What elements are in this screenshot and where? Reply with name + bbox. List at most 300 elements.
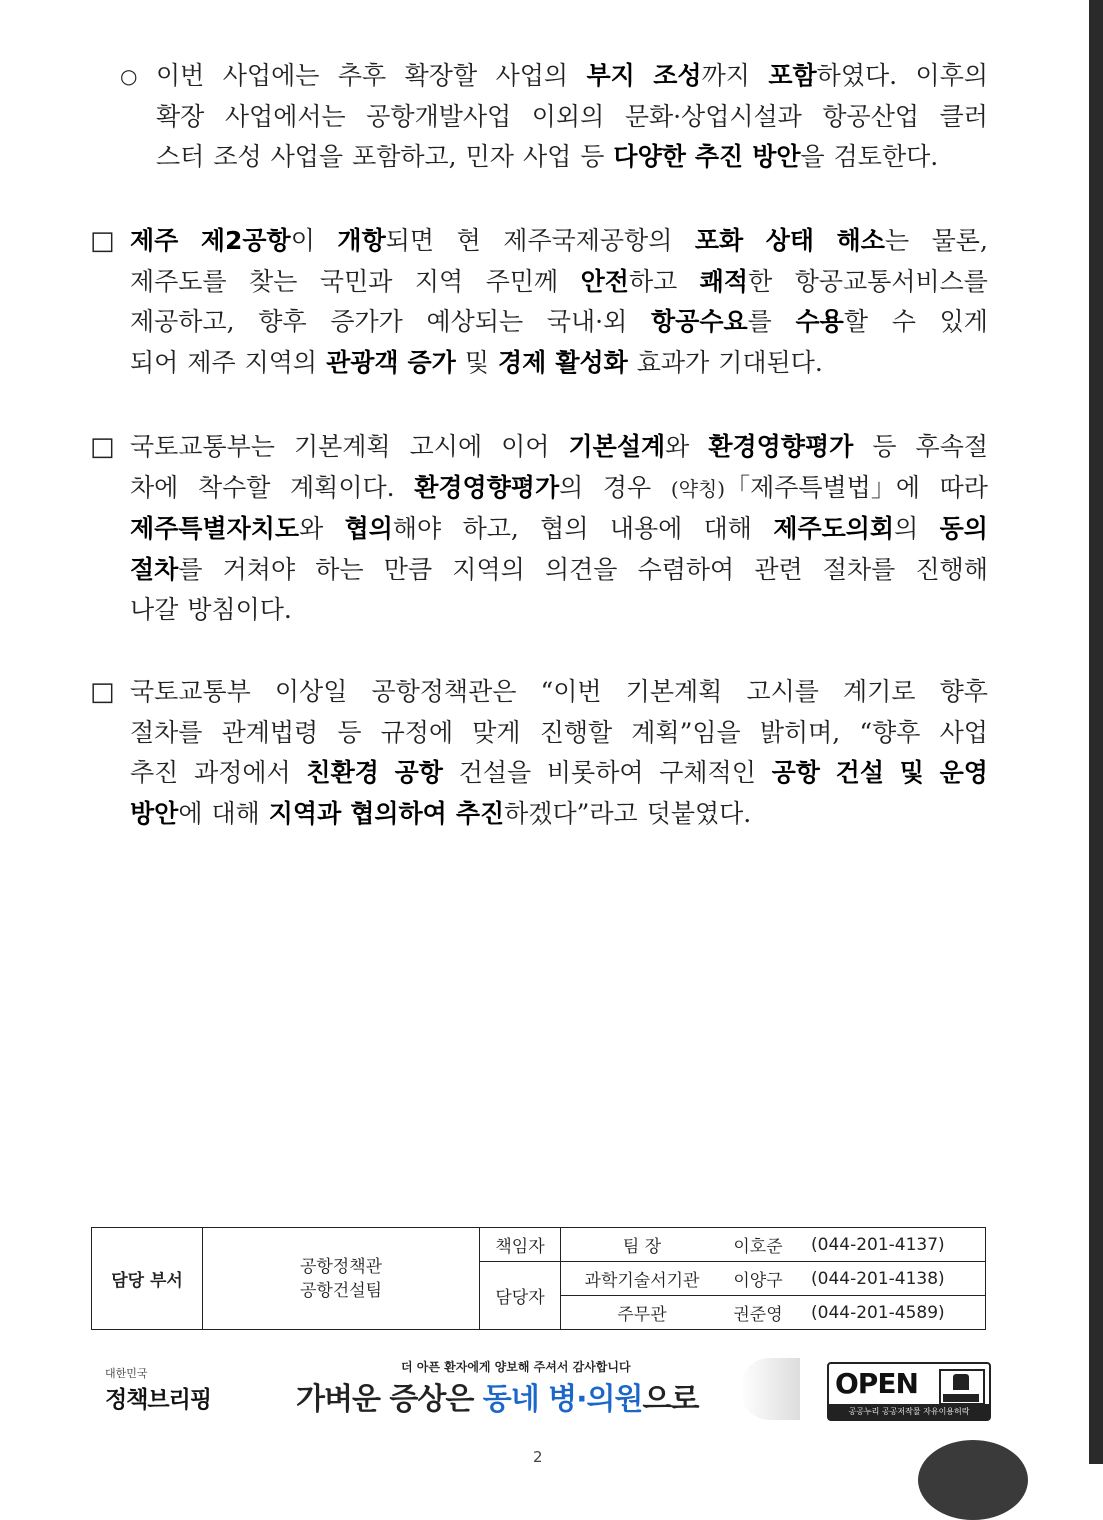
word-suffix: 할	[843, 307, 868, 336]
word-text: 증가가	[330, 307, 403, 336]
word	[320, 262, 392, 303]
word-text: 스터	[156, 142, 205, 171]
word	[940, 302, 988, 343]
contact-title: 과학기술서기관	[561, 1262, 724, 1296]
word	[708, 427, 853, 468]
word-text: 조성	[213, 142, 262, 171]
word	[130, 468, 178, 510]
word	[916, 550, 988, 591]
word	[837, 221, 909, 262]
word-text: 맞게	[472, 717, 521, 747]
emphasis-text: 관광객	[326, 347, 399, 377]
paragraph-expansion-plan	[120, 56, 988, 178]
text-line	[130, 590, 988, 631]
word	[940, 713, 988, 754]
emphasis-text: 환경영향평가	[708, 432, 854, 461]
word-text: 기대된다.	[718, 347, 823, 377]
word-text: 민자	[465, 142, 514, 171]
word-text: 기본계획	[625, 677, 723, 706]
word	[405, 56, 477, 97]
word	[569, 427, 690, 468]
word	[940, 753, 988, 794]
word	[130, 262, 227, 303]
word	[187, 590, 292, 631]
word	[337, 221, 434, 262]
word-text: 대해	[211, 798, 260, 828]
text-line	[130, 262, 988, 303]
word-text: “향후	[859, 717, 921, 747]
staff-label-cell: 담당자	[480, 1262, 561, 1330]
contact-title: 팀 장	[561, 1228, 724, 1262]
word-suffix: 한	[748, 266, 773, 296]
emphasis-text: 조성	[653, 61, 702, 90]
emphasis-text: 증가	[407, 347, 456, 377]
word-suffix: 해야	[392, 514, 442, 543]
word	[294, 427, 391, 468]
emphasis-text: 방안	[752, 142, 801, 171]
word	[130, 794, 202, 835]
logo-small-text: 대한민국	[105, 1367, 148, 1380]
emphasis-text: 제주특별자치도	[130, 514, 300, 543]
word	[194, 753, 291, 794]
word	[704, 509, 752, 550]
word	[768, 56, 897, 97]
paragraph-official-quote	[90, 672, 988, 834]
emphasis-text: 추진	[455, 798, 505, 828]
word	[414, 468, 583, 510]
word	[671, 468, 920, 510]
word	[555, 343, 627, 384]
word	[337, 713, 361, 754]
word-text: 내용에	[609, 514, 683, 543]
word-text: 포함하고,	[352, 142, 457, 171]
word	[269, 794, 341, 835]
word	[245, 343, 317, 384]
text-line	[130, 509, 988, 550]
dept-name-cell	[203, 1228, 480, 1330]
word	[647, 794, 752, 835]
attribution-badge-icon	[939, 1369, 985, 1405]
word	[547, 753, 644, 794]
word	[457, 221, 481, 262]
word-text: 경우	[602, 472, 652, 502]
word-text: 클러	[939, 101, 988, 131]
dept-name-line1: 공항정책관	[299, 1256, 383, 1277]
word-text: 규정에	[380, 717, 454, 747]
word	[613, 137, 685, 178]
word	[773, 509, 918, 550]
emphasis-text: 절차	[130, 554, 179, 584]
word-text: 대해	[703, 514, 752, 543]
word	[872, 427, 896, 468]
word	[940, 468, 988, 510]
text-line	[130, 713, 988, 754]
word	[452, 550, 524, 591]
emphasis-text: 해소	[836, 226, 885, 255]
word-text: 주민께	[485, 266, 559, 296]
emphasis-text: 협의	[344, 514, 393, 543]
emphasis-text: 공항	[771, 758, 820, 787]
word-text: 사업의	[495, 61, 569, 90]
word-text: 문화·상업시설과	[624, 101, 802, 131]
word	[211, 794, 259, 835]
word	[275, 672, 347, 713]
word	[496, 56, 568, 97]
word-text: 거쳐야	[222, 554, 296, 584]
word	[350, 794, 447, 835]
word	[130, 753, 178, 794]
word-text: 지역	[414, 266, 464, 296]
word-text: 기본계획	[293, 432, 391, 461]
banner-main-text	[296, 1374, 699, 1418]
word-suffix: 까지	[701, 61, 750, 90]
word	[459, 753, 531, 794]
word	[198, 468, 270, 510]
page-number: 2	[533, 1448, 543, 1466]
word-text: (약칭)	[670, 476, 726, 501]
word-text: 협의	[540, 514, 589, 543]
word-text: 물론,	[931, 226, 988, 255]
logo-main-text: 정책브리핑	[105, 1387, 212, 1413]
emphasis-text: 협의하여	[350, 798, 447, 828]
word	[754, 550, 802, 591]
emphasis-text: 방안	[130, 798, 179, 828]
emphasis-text: 쾌적	[699, 266, 749, 296]
dept-header-cell: 담당 부서	[92, 1228, 203, 1330]
word	[130, 590, 178, 631]
floating-action-button[interactable]	[918, 1440, 1028, 1520]
word-text: 하고,	[462, 514, 519, 543]
emphasis-text: 제2공항	[200, 226, 291, 255]
word-text: 구체적인	[659, 758, 756, 787]
word	[366, 97, 511, 138]
word-text: 관계법령	[221, 717, 319, 747]
emphasis-text: 포화	[694, 226, 744, 255]
word-text: 지역의	[452, 554, 525, 584]
word-text: 이번	[156, 61, 205, 90]
emphasis-text: 활성화	[555, 347, 628, 377]
word-text: 제주	[187, 347, 236, 377]
word	[892, 302, 916, 343]
emphasis-text: 부지	[586, 61, 635, 90]
text-line	[130, 753, 988, 794]
word	[271, 137, 343, 178]
word-suffix: 하였다.	[816, 61, 898, 90]
emphasis-text: 개항	[337, 226, 386, 255]
emphasis-text: 동의	[939, 514, 988, 543]
word-text: 절차를	[822, 554, 896, 584]
word-text: 계획”임을	[631, 717, 741, 747]
word	[315, 550, 363, 591]
word	[498, 343, 546, 384]
word	[290, 468, 395, 510]
word	[223, 56, 320, 97]
contact-title: 주무관	[561, 1296, 724, 1330]
word-text: 사업에는	[222, 61, 320, 90]
word-suffix: 하고	[628, 266, 678, 296]
word	[836, 753, 884, 794]
word-text: 착수할	[197, 472, 271, 502]
word	[541, 672, 602, 713]
word	[427, 302, 524, 343]
text-line	[130, 221, 988, 262]
word	[201, 221, 315, 262]
word-text: 지역의	[244, 347, 318, 377]
word-suffix: 을	[800, 142, 825, 171]
word	[330, 302, 402, 343]
emphasis-text: 경제	[498, 347, 547, 377]
word-suffix: 의	[559, 472, 584, 502]
word-text: 등	[872, 432, 897, 461]
word-text: 사업	[939, 717, 988, 747]
word-suffix: 와	[665, 432, 690, 461]
contact-name: 이양구	[723, 1262, 793, 1296]
word	[156, 97, 204, 138]
word-suffix: 되면	[385, 226, 435, 255]
text-line	[130, 550, 988, 591]
word-text: 비롯하여	[546, 758, 644, 787]
word	[338, 56, 386, 97]
word	[700, 262, 772, 303]
word	[258, 302, 306, 343]
word-text: 방침이다.	[187, 595, 292, 624]
word-text: 건설을	[458, 758, 532, 787]
word	[130, 713, 202, 754]
word-text: 계기로	[843, 677, 916, 706]
word	[772, 753, 820, 794]
word-suffix: 「제주특별법」에	[725, 472, 920, 502]
word	[130, 672, 251, 713]
banner-text-highlight: 동네 병·의원	[482, 1382, 643, 1417]
word-text: 이후의	[915, 61, 988, 90]
banner-text-part1: 가벼운 증상은	[296, 1382, 483, 1417]
word-text: 후속절	[915, 432, 988, 461]
word-text: 계획이다.	[290, 472, 395, 502]
word-text: “이번	[540, 677, 602, 706]
word	[465, 343, 489, 384]
word	[695, 137, 743, 178]
word-text: 사업	[522, 142, 572, 171]
word	[651, 302, 772, 343]
word	[940, 672, 988, 713]
kogl-open-license-logo	[827, 1362, 991, 1421]
word	[626, 672, 723, 713]
emphasis-text: 수용	[795, 307, 844, 336]
word	[631, 713, 740, 754]
word	[486, 262, 558, 303]
checkbox-bullet-icon: □	[90, 432, 115, 462]
emphasis-text: 공항	[394, 758, 443, 787]
emphasis-text: 건설	[835, 758, 884, 787]
word-text: 현	[456, 226, 481, 255]
contact-name: 이호준	[723, 1228, 793, 1262]
word-text: 공항개발사업	[366, 101, 512, 131]
word	[213, 137, 261, 178]
word	[472, 713, 520, 754]
word	[410, 427, 482, 468]
word	[352, 137, 457, 178]
word	[371, 672, 516, 713]
word-text: 진행해	[915, 554, 988, 584]
emphasis-text: 기본설계	[568, 432, 666, 461]
word	[760, 713, 840, 754]
text-line	[130, 427, 988, 468]
word-text: 추후	[337, 61, 387, 90]
word	[225, 97, 346, 138]
word	[501, 427, 549, 468]
word	[415, 262, 463, 303]
contact-phone: (044-201-4137)	[793, 1228, 986, 1262]
word-text: 국토교통부는	[130, 432, 275, 461]
word-text: 만큼	[383, 554, 433, 584]
word-suffix: 하겠다”라고	[504, 798, 638, 828]
word	[900, 753, 924, 794]
word-suffix: 이	[290, 226, 315, 255]
word-suffix: 를	[178, 554, 203, 584]
word-suffix: 를	[747, 307, 772, 336]
word-text: 추진	[130, 758, 179, 787]
word	[223, 550, 295, 591]
word-text: 관련	[754, 554, 803, 584]
word	[638, 550, 735, 591]
banner-top-text: 더 아픈 환자에게 양보해 주셔서 감사합니다	[401, 1360, 631, 1374]
text-line	[156, 97, 988, 138]
word	[540, 509, 588, 550]
responsible-label-cell: 책임자	[480, 1228, 561, 1262]
word-text: 제공하고,	[130, 307, 235, 336]
word	[381, 713, 453, 754]
open-label: OPEN	[835, 1367, 918, 1400]
word-text: 수렴하여	[637, 554, 735, 584]
word	[463, 509, 519, 550]
word	[746, 672, 818, 713]
word-text: 향후	[939, 677, 988, 706]
word-suffix: 와	[299, 514, 324, 543]
word-text: 국토교통부	[130, 677, 251, 706]
word-text: 항공교통서비스를	[794, 266, 988, 296]
emphasis-text: 제주	[130, 226, 179, 255]
emphasis-text: 친환경	[306, 758, 379, 787]
word	[532, 97, 604, 138]
word-text: 나갈	[130, 595, 179, 624]
paragraph-opening-effects	[90, 221, 988, 383]
word-text: 사업을	[270, 142, 344, 171]
word	[130, 221, 178, 262]
word	[859, 713, 920, 754]
text-line	[130, 468, 988, 510]
word	[653, 56, 750, 97]
word	[580, 137, 604, 178]
text-line	[156, 137, 988, 178]
word-text: 과정에서	[194, 758, 291, 787]
word	[916, 427, 988, 468]
word-text: 이상일	[274, 677, 348, 706]
word-text: 등	[580, 142, 605, 171]
contact-name: 권준영	[723, 1296, 793, 1330]
word	[610, 509, 682, 550]
word	[603, 468, 651, 510]
text-line	[130, 794, 988, 835]
emphasis-text: 안전	[580, 266, 629, 296]
word	[326, 343, 398, 384]
word	[547, 302, 627, 343]
word	[823, 550, 895, 591]
word	[306, 753, 378, 794]
word	[940, 509, 988, 550]
word	[130, 302, 235, 343]
word	[384, 550, 432, 591]
word-text: 사업에서는	[224, 101, 346, 131]
word-text: 있게	[939, 307, 988, 336]
word	[834, 137, 939, 178]
word	[187, 343, 235, 384]
word	[796, 302, 868, 343]
word-text: 수	[891, 307, 916, 336]
word	[586, 56, 634, 97]
word	[456, 794, 638, 835]
word-text: 국내·외	[546, 307, 628, 336]
word	[249, 262, 297, 303]
word	[581, 262, 678, 303]
paragraph-followup-procedures	[90, 427, 988, 631]
word-text: 확장할	[404, 61, 478, 90]
word-text: 향후	[258, 307, 307, 336]
word-text: 진행할	[539, 717, 613, 747]
word-text: 검토한다.	[833, 142, 939, 171]
word-suffix: 에	[178, 798, 203, 828]
word	[130, 509, 323, 550]
word-text: 및	[464, 347, 489, 377]
word-text: 효과가	[636, 347, 710, 377]
word	[625, 97, 802, 138]
word-text: 이어	[501, 432, 550, 461]
viewer-scrollbar-gutter[interactable]	[1089, 0, 1103, 1464]
word	[932, 221, 988, 262]
open-subtext: 공공누리 공공저작물 자유이용허락	[829, 1404, 989, 1419]
word	[916, 56, 988, 97]
word-suffix: 의	[894, 514, 919, 543]
circle-bullet-icon: ○	[120, 64, 138, 88]
word	[523, 137, 571, 178]
word-text: 항공산업	[822, 101, 920, 131]
contact-phone: (044-201-4589)	[793, 1296, 986, 1330]
word	[843, 672, 915, 713]
word-text: 되어	[130, 347, 179, 377]
word-text: 덧붙였다.	[646, 798, 752, 828]
word	[752, 137, 824, 178]
word	[718, 343, 823, 384]
contact-table	[91, 1227, 986, 1330]
emphasis-text: 포함	[768, 61, 817, 90]
word	[466, 137, 514, 178]
word-text: 제주국제공항의	[503, 226, 673, 255]
word-text: 따라	[939, 472, 988, 502]
banner-decoration	[740, 1358, 800, 1420]
word-text: 예상되는	[426, 307, 524, 336]
emphasis-text: 및	[899, 758, 924, 787]
checkbox-bullet-icon: □	[90, 226, 115, 256]
word-text: 찾는	[249, 266, 298, 296]
checkbox-bullet-icon: □	[90, 677, 115, 707]
word	[795, 262, 988, 303]
word-text: 차에	[130, 472, 179, 502]
policy-briefing-logo	[105, 1365, 225, 1420]
word-text: 의견을	[544, 554, 618, 584]
banner-text-part3: 으로	[642, 1382, 699, 1417]
word	[503, 221, 672, 262]
word	[345, 509, 442, 550]
word-text: 이외의	[531, 101, 605, 131]
